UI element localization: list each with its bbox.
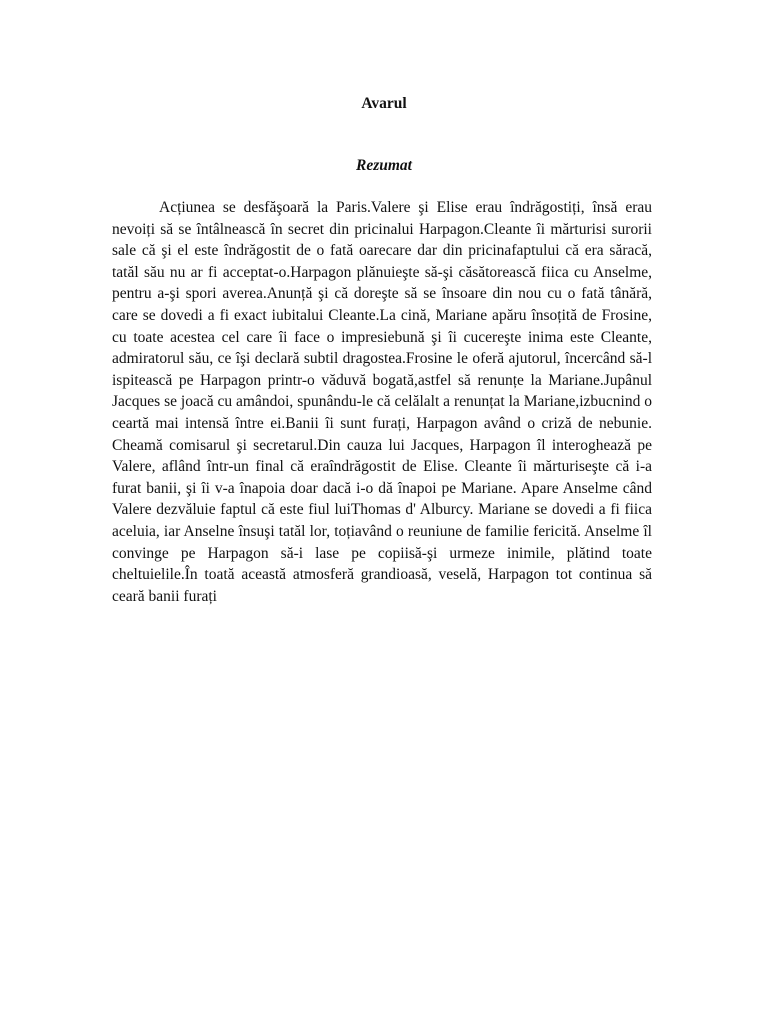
summary-paragraph: Acțiunea se desfăşoară la Paris.Valere şi Elise erau îndrăgostiți, însă erau nevoiți să se întâlnească în secret din pricinalui Harpagon.Cleante îi mărturisi surorii sale că şi el este îndrăgostit de o fată oarecare dar din pricinafaptului că era săracă, tatăl său nu ar fi acceptat-o.Harpagon plănuieşte să-şi căsătorească fiica cu Anselme, pentru a-şi spori averea.Anunță şi că doreşte să se însoare din nou cu o fată tânără, care se dovedi a fi exact iubitalui Cleante.La cină, Mariane apăru însoțită de Frosine, cu toate acestea cel care îi face o impresiebună şi îi cucereşte inima este Cleante, admiratorul său, ce îşi declară subtil dragostea.Frosine le oferă ajutorul, încercând să-l ispitească pe Harpagon printr-o văduvă bogată,astfel să renunțe la Mariane.Jupânul Jacques se joacă cu amândoi, spunându-le că celălalt a renunțat la Mariane,izbucnind o ceartă mai intensă între ei.Banii îi sunt furați, Harpagon având o criză de nebunie. Cheamă comisarul şi secretarul.Din cauza lui Jacques, Harpagon îl interoghează pe Valere, aflând într-un final că eraîndrăgostit de Elise. Cleante îi mărturiseşte că i-a furat banii, şi îi v-a înapoia doar dacă i-o dă înapoi pe Mariane. Apare Anselme când Valere dezvăluie faptul că este fiul luiThomas d' Alburcy. Mariane se dovedi a fi fiica aceluia, iar Anselne însuşi tatăl lor, toțiavând o reuniune de familie fericită. Anselme îl convinge pe Harpagon să-i lase pe copiisă-şi urmeze inimile, plătind toate cheltuielile.În toată această atmosferă grandioasă, veselă, Harpagon tot continua să ceară banii furați <box>112 199 652 605</box>
document-subtitle: Rezumat <box>356 157 412 174</box>
document-title: Avarul <box>361 95 407 112</box>
